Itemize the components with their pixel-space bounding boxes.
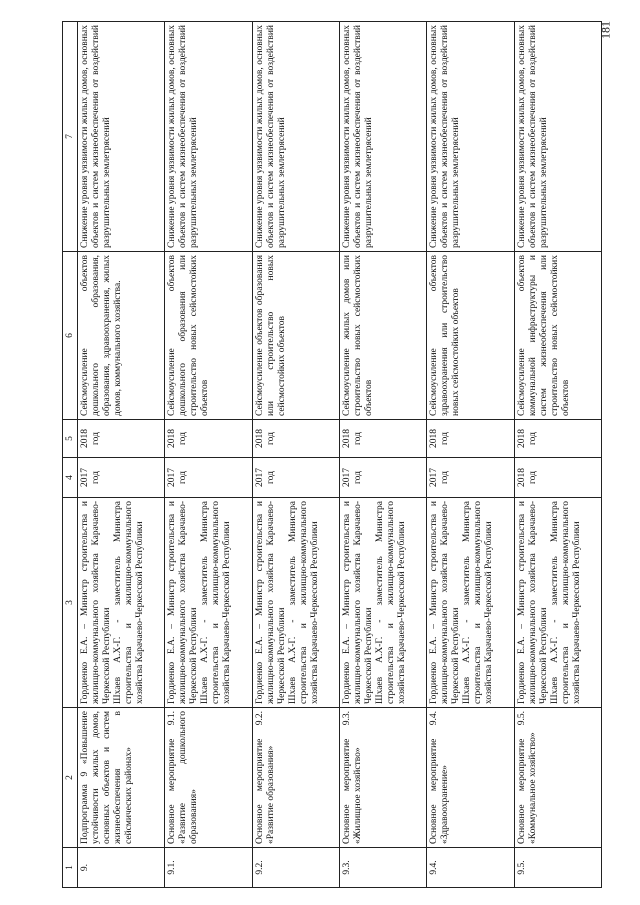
start-year-cell: 2017 год: [78, 458, 165, 498]
table-row: [165, 22, 252, 888]
effect-cell: Снижение уровня уязвимости жилых домов, основных объектов и систем жизнеобеспечения от воздействий разрушительных землетрясений: [339, 22, 426, 252]
header-cell: 1: [63, 848, 78, 888]
row-number-cell: 9.2.: [252, 848, 339, 888]
end-year-cell: 2018 год: [252, 420, 339, 458]
responsible-line: Гордиенко Е.А. – Министр строительства и жилищно-коммунального хозяйства Карачаево-Черкесской Республики: [429, 501, 462, 704]
responsible-line: Шхаев А.Х-Г. - заместитель Министра строительства и жилищно-коммунального хозяйства Карачаево-Черкесской Республики: [374, 501, 407, 704]
header-cell: 4: [63, 458, 78, 498]
rotated-table-container: [62, 22, 602, 888]
header-cell: 6: [63, 252, 78, 420]
responsible-cell: [252, 498, 339, 708]
row-number-cell: 9.3.: [339, 848, 426, 888]
program-table: [62, 21, 602, 888]
header-cell: 5: [63, 420, 78, 458]
table-row: [252, 22, 339, 888]
responsible-cell: [339, 498, 426, 708]
responsible-line: Гордиенко Е.А. – Министр строительства и жилищно-коммунального хозяйства Карачаево-Черкесской Республики: [80, 501, 112, 704]
program-name-cell: Основное мероприятие 9.4. «Здравоохранение»: [427, 708, 514, 848]
responsible-line: Гордиенко Е.А. – Министр строительства и жилищно-коммунального хозяйства Карачаево-Черкесской Республики: [254, 501, 287, 704]
page-number-text: 181: [598, 21, 613, 39]
effect-cell: Снижение уровня уязвимости жилых домов, основных объектов и систем жизнеобеспечения от воздействий разрушительных землетрясений: [165, 22, 252, 252]
header-cell: 7: [63, 22, 78, 252]
responsible-line: Шхаев А.Х-Г. - заместитель Министра строительства и жилищно-коммунального хозяйства Карачаево-Черкесской Республики: [462, 501, 495, 704]
row-number-cell: 9.: [78, 848, 165, 888]
program-name-cell: Подпрограмма 9 «Повышение устойчивости жилых домов, основных объектов и систем жизнеобеспечения в сейсмических районах»: [78, 708, 165, 848]
responsible-line: Шхаев А.Х-Г. - заместитель Министра строительства и жилищно-коммунального хозяйства Карачаево-Черкесской Республики: [287, 501, 320, 704]
table-row: [514, 22, 601, 888]
responsible-line: Гордиенко Е.А. – Министр строительства и жилищно-коммунального хозяйства Карачаево-Черкесской Республики: [516, 501, 549, 704]
table-row: [339, 22, 426, 888]
effect-cell: Снижение уровня уязвимости жилых домов, основных объектов и систем жизнеобеспечения от воздействий разрушительных землетрясений: [514, 22, 601, 252]
responsible-cell: [427, 498, 514, 708]
expected-result-cell: Сейсмоусиление объектов образования или строительство новых сейсмостойких объектов: [252, 252, 339, 420]
table-body: [63, 22, 602, 888]
table-row: [427, 22, 514, 888]
rotated-table-inner: [62, 22, 602, 888]
expected-result-cell: Сейсмоусиление объектов дошкольного образования или строительство новых сейсмостойких объектов: [165, 252, 252, 420]
row-number-cell: 9.4.: [427, 848, 514, 888]
end-year-cell: 2018 год: [514, 420, 601, 458]
expected-result-cell: Сейсмоусиление жилых домов или строительство новых сейсмостойких объектов: [339, 252, 426, 420]
responsible-line: Гордиенко Е.А. – Министр строительства и жилищно-коммунального хозяйства Карачаево-Черкесской Республики: [167, 501, 200, 704]
expected-result-cell: Сейсмоусиление объектов дошкольного образования, образования, здравоохранения, жилых домов, коммунального хозяйства.: [78, 252, 165, 420]
start-year-cell: 2017 год: [339, 458, 426, 498]
effect-cell: Снижение уровня уязвимости жилых домов, основных объектов и систем жизнеобеспечения от воздействий разрушительных землетрясений: [252, 22, 339, 252]
program-name-cell: Основное мероприятие 9.3. «Жилищное хозяйство»: [339, 708, 426, 848]
responsible-cell: [78, 498, 165, 708]
row-number-cell: 9.1.: [165, 848, 252, 888]
program-name-cell: Основное мероприятие 9.2. «Развитие образования»: [252, 708, 339, 848]
expected-result-cell: Сейсмоусиление объектов коммунальной инфраструктуры и систем жизнеобеспечения или строительство новых сейсмостойких объектов: [514, 252, 601, 420]
start-year-cell: 2017 год: [252, 458, 339, 498]
end-year-cell: 2018 год: [427, 420, 514, 458]
program-name-cell: Основное мероприятие 9.5. «Коммунальное хозяйство»: [514, 708, 601, 848]
header-cell: 2: [63, 708, 78, 848]
row-number-cell: 9.5.: [514, 848, 601, 888]
start-year-cell: 2017 год: [165, 458, 252, 498]
expected-result-cell: Сейсмоусиление объектов здравоохранения или строительство новых сейсмостойких объектов: [427, 252, 514, 420]
start-year-cell: 2017 год: [427, 458, 514, 498]
end-year-cell: 2018 год: [78, 420, 165, 458]
end-year-cell: 2018 год: [165, 420, 252, 458]
responsible-line: Шхаев А.Х-Г. - заместитель Министра строительства и жилищно-коммунального хозяйства Карачаево-Черкесской Республики: [113, 501, 145, 704]
responsible-line: Шхаев А.Х-Г. - заместитель Министра строительства и жилищно-коммунального хозяйства Карачаево-Черкесской Республики: [549, 501, 582, 704]
program-name-cell: Основное мероприятие 9.1. «Развитие дошкольного образования»: [165, 708, 252, 848]
table-header-row: [63, 22, 78, 888]
header-cell: 3: [63, 498, 78, 708]
responsible-line: Шхаев А.Х-Г. - заместитель Министра строительства и жилищно-коммунального хозяйства Карачаево-Черкесской Республики: [200, 501, 233, 704]
end-year-cell: 2018 год: [339, 420, 426, 458]
responsible-line: Гордиенко Е.А. – Министр строительства и жилищно-коммунального хозяйства Карачаево-Черкесской Республики: [341, 501, 374, 704]
effect-cell: Снижение уровня уязвимости жилых домов, основных объектов и систем жизнеобеспечения от воздействий разрушительных землетрясений: [78, 22, 165, 252]
responsible-cell: [165, 498, 252, 708]
effect-cell: Снижение уровня уязвимости жилых домов, основных объектов и систем жизнеобеспечения от воздействий разрушительных землетрясений: [427, 22, 514, 252]
table-row: [78, 22, 165, 888]
start-year-cell: 2018 год: [514, 458, 601, 498]
responsible-cell: [514, 498, 601, 708]
